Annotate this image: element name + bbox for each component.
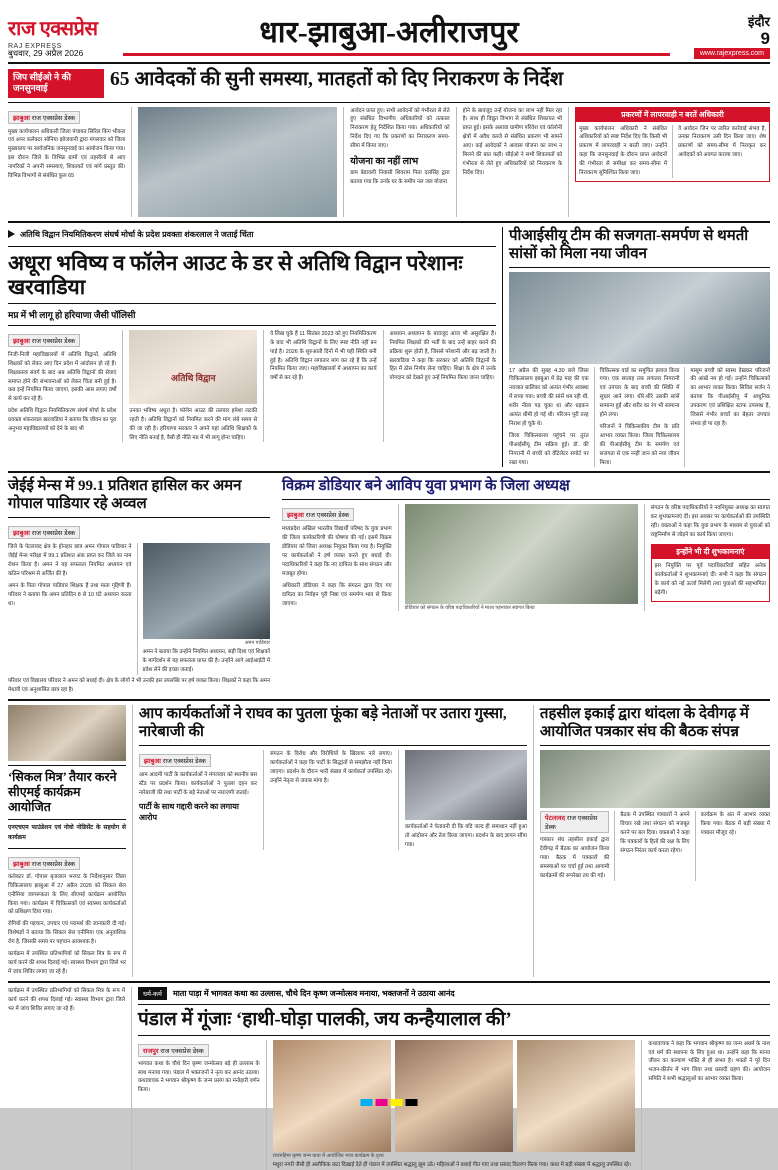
lead-col2: आवेदन प्राप्त हुए। सभी आवेदनों को गंभीरता से लेते हुए संबंधित विभागीय अधिकारियों को तत्काल निराकरण हेतु निर्देशित किया गया। अधिकारियों को निर्देश दिए गए कि प्रकरणों का निराकरण समय-सीमा में किया जाए। <box>350 107 450 150</box>
story4-col1b: अमन के पिता गोपाल पाडियार शिक्षक हैं तथा माता गृहिणी हैं। परिवार ने बताया कि अमन प्रतिदिन 8 से 10 घंटे अध्ययन करता था। <box>8 583 132 607</box>
story8-subhead: एनएचएम फाउंडेशन एवं नोवो नोडिसेंट के सहयोग से कार्यक्रम <box>8 825 126 841</box>
story2-photo-caption: अतिथि विद्वान <box>170 373 216 384</box>
story5-box-text: इस नियुक्ति पर पूर्व पदाधिकारियों सहित अनेक कार्यकर्ताओं ने शुभकामनाएं दीं। सभी ने कहा कि संगठन के कार्य को नई ऊर्जा मिलेगी तथा युवाओं की सहभागिता बढ़ेगी। <box>654 563 767 596</box>
byline-source: राज एक्सप्रेस डेस्क <box>31 860 76 868</box>
story6-subhead: पार्टी के साथ गद्दारी करने का लगाया आरोप <box>138 801 239 822</box>
story2-col1: निजी-निजी महाविद्यालयों में अतिथि विद्वानों, अतिथि शिक्षकों को लेकर आए दिन प्रदेश में आंदोलन हो रहे हैं। शिक्षकसत्र संवर्ग के बाद अब अतिथि विद्वानों की सेवाएं समाप्त होने की संभावनाओं को लेकर चिंता बनी हुई है। कब इन्हें नियमित किया जाएगा, इसकी आस लगाए वर्षों से कार्य कर रहे हैं। <box>8 351 117 403</box>
byline-source: राज एक्सप्रेस डेस्क <box>162 758 207 765</box>
story3-col3: मासूम बच्ची को स्वस्थ देखकर परिजनों की आंखें नम हो गईं। उन्होंने चिकित्सकों का आभार व्यक्त किया। सिविल सर्जन ने बताया कि पीआईसीयू में आधुनिक उपकरण एवं प्रशिक्षित स्टाफ उपलब्ध है, जिससे गंभीर बच्चों का बेहतर उपचार संभव हो पा रहा है। <box>690 367 771 427</box>
lead-col1: मुख्य कार्यपालन अधिकारी जिला पंचायत सिरिल किंग भीकरा एवं अपर कलेक्टर सोनिया झोजवानी द्वारा मंगलवार को जिला मुख्यालय पर सार्वजनिक जनसुनवाई का आयोजन किया गया। इस दौरान जिले के विभिन्न ग्रामों एवं तहसीलों से आए नागरिकों ने अपनी समस्याएं, शिकायतें एवं मांगें प्रस्तुत कीं। विभिन्न विभागों से संबंधित कुल 65 <box>8 128 126 180</box>
lead-box-col2: वे आवेदन जिन पर त्वरित कार्रवाई संभव है, उनका निराकरण उसी दिन किया जाए। शेष प्रकरणों को समय-सीमा में निराकृत कर आवेदकों को अवगत कराया जाए। <box>678 125 767 159</box>
masthead-divider <box>123 53 670 56</box>
story3-col2b: परिजनों ने चिकित्सकीय टीम के प्रति आभार व्यक्त किया। जिला चिकित्सालय की पीआईसीयू टीम के समर्पण एवं सजगता से एक नन्हीं जान को नया जीवन मिला। <box>599 423 680 466</box>
byline-source: राज एक्सप्रेस डेस्क <box>31 114 76 122</box>
story4-col2: अमन ने बताया कि उन्होंने नियमित अध्ययन, सही दिशा एवं शिक्षकों के मार्गदर्शन से यह सफलता प्राप्त की है। उन्होंने आगे आईआईटी में प्रवेश लेने की इच्छा जताई। <box>142 649 271 674</box>
story3-col2: चिकित्सक वार्ड का समुचित इलाज किया गया। एक सप्ताह तक लगातार निगरानी एवं उपचार के बाद बच्ची की स्थिति में सुधार आने लगा। धीरे-धीरे उसकी सांसें सामान्य हुईं और शरीर का रंग भी सामान्य होने लगा। <box>599 367 680 419</box>
lead-subhead: योजना का नहीं लाभ <box>350 157 419 168</box>
story5-photo-caption: डोडियार को संगठन के वरिष्ठ पदाधिकारियों ने माला पहनाकर स्वागत किया <box>404 605 535 612</box>
story8-photo <box>8 705 126 761</box>
byline-source: राज एक्सप्रेस डेस्क <box>544 815 598 831</box>
website-url[interactable]: www.rajexpress.com <box>694 48 770 59</box>
edition-city: इंदौर <box>748 14 770 29</box>
story8-col1c: कार्यक्रम में उपस्थित प्रतिभागियों को सिकल मित्र के रूप में कार्य करने की शपथ दिलाई गई। स्वास्थ्य विभाग द्वारा जिले भर में जांच शिविर लगाए जा रहे हैं। <box>8 951 126 975</box>
story9-col3: कथावाचक ने कहा कि भगवान श्रीकृष्ण का जन्म अधर्म के नाश एवं धर्म की स्थापना के लिए हुआ था। उन्होंने कहा कि मानव जीवन का कल्याण भक्ति से ही संभव है। भक्तों ने पूरे दिन भजन-कीर्तन में भाग लिया तथा प्रसादी ग्रहण की। आयोजन समिति ने सभी श्रद्धालुओं का आभार व्यक्त किया। <box>648 1040 770 1083</box>
story4-byline <box>8 526 80 539</box>
story6-col2: संगठन के विरोध और विरोधियों के खिलाफ नारे लगाए। कार्यकर्ताओं ने कहा कि पार्टी के सिद्धांतों से समझौता नहीं किया जाएगा। प्रदर्शन के दौरान भारी संख्या में कार्यकर्ता उपस्थित रहे। उन्होंने नेतृत्व से जवाब मांगा है। <box>269 751 392 784</box>
story9-col1: भागवत कथा के चौथे दिन कृष्ण जन्मोत्सव बड़े ही उल्लास के साथ मनाया गया। पंडाल में भक्तजनों ने नृत्य कर आनंद उठाया। कथावाचक ने भगवान श्रीकृष्ण के जन्म प्रसंग का मनोहारी वर्णन किया। <box>138 1060 260 1094</box>
story6-byline <box>139 754 211 767</box>
story-guest-lecturers <box>8 227 496 468</box>
story7-headline: तहसील इकाई द्वारा थांदला के देवीगढ़ में आयोजित पत्रकार संघ की बैठक संपन्न <box>539 706 749 740</box>
story8-col1b: रोगियों की पहचान, उपचार एवं परामर्श की जानकारी दी गई। विशेषज्ञों ने बताया कि सिकल सेल एनीमिया एक अनुवांशिक रोग है, जिसकी समय पर पहचान आवश्यक है। <box>8 921 126 946</box>
story-press-meeting <box>540 705 770 977</box>
lead-byline <box>8 111 80 124</box>
story5-byline <box>282 508 354 521</box>
story4-photo-caption: अमन पाडियार <box>244 640 271 647</box>
story8-headline: ‘सिकल मित्र’ तैयार करने सीएमई कार्यक्रम आयोजित <box>8 770 117 814</box>
byline-city: झाबुआ <box>13 337 30 345</box>
byline-source: राज एक्सप्रेस डेस्क <box>305 512 350 520</box>
masthead <box>8 8 770 64</box>
triangle-bullet-icon <box>8 230 15 238</box>
story8-byline <box>8 857 80 870</box>
story2-col2: उनका भविष्य अधूरा है। फॉलेन आउट की तलवार हमेशा लटकी रहती है। अतिथि विद्वानों को नियमित करने की मांग लंबे समय से की जा रही है। हरियाणा सरकार ने अपने यहां अतिथि शिक्षकों के लिए नीति बनाई है, वैसी ही नीति मप्र में भी लागू होना चाहिए। <box>129 407 258 441</box>
lead-highlight-box <box>575 107 770 182</box>
byline-city: झाबुआ <box>287 512 304 520</box>
story2-headline: अधूरा भविष्य व फॉलेन आउट के डर से अतिथि विद्वान परेशानः खरवाडिया <box>8 250 463 299</box>
edition-city-block <box>748 12 770 47</box>
story6-photo <box>405 750 527 820</box>
publication-date: बुधवार, 29 अप्रैल 2026 <box>8 48 84 58</box>
story3-col1b: जिला चिकित्सालय पहुंचने पर तुरंत पीआईसीयू टीम सक्रिय हुई। डॉ. की निगरानी में बच्ची को वेंटिलेटर सपोर्ट पर रखा गया। <box>509 432 589 466</box>
edition-title: धार-झाबुआ-अलीराजपुर <box>259 16 519 49</box>
lead-box-col1: मुख्य कार्यपालन अधिकारी ने संबंधित अधिकारियों को स्पष्ट निर्देश दिए कि किसी भी प्रकरण में लापरवाही न बरती जाए। उन्होंने कहा कि जनसुनवाई के दौरान प्राप्त आवेदनों की गंभीरता से समीक्षा कर समय-सीमा में निराकरण सुनिश्चित किया जाए। <box>579 125 668 177</box>
story2-byline <box>8 334 80 347</box>
story6-headline: आप कार्यकर्ताओं ने राघव का पुतला फूंका बड़े नेताओं पर उतारा गुस्सा, नारेबाजी की <box>138 706 507 740</box>
story5-headline: विक्रम डोडियार बने आविप युवा प्रभाग के जिला अध्यक्ष <box>282 478 570 495</box>
logo-text-hindi: राज एक्सप्रेस <box>8 18 98 40</box>
story2-col3: अध्ययन अध्यापन के बावजूद आज भी असुरक्षित हैं। नियमित शिक्षकों की भर्ती के बाद उन्हें बाहर करने की प्रक्रिया शुरू होती है, जिससे परेशानी और बढ़ जाती है। खरवाडिया ने कहा कि सरकार को अतिथि विद्वानों के हित में ठोस निर्णय लेना चाहिए। शिक्षा के क्षेत्र में उनके योगदान को देखते हुए उन्हें नियमित किया जाना चाहिए। <box>389 330 497 382</box>
byline-city: पेटलावद <box>544 815 566 822</box>
story-picu <box>509 227 770 468</box>
byline-city: झाबुआ <box>13 530 30 538</box>
byline-city: राजपुर <box>143 1047 159 1055</box>
story-bhagwat-katha <box>8 987 770 1170</box>
story3-photo <box>509 272 770 364</box>
lead-flag-label: जिप सीईओ ने की जनसुनवाई <box>8 69 104 98</box>
story4-col1: जिले के पेटलावद क्षेत्र के होनहार छात्र अमन गोपाल पाडियार ने जेईई मेन्स परीक्षा में 99.1 प्रतिशत अंक प्राप्त कर जिले का नाम रोशन किया है। अमन ने यह सफलता नियमित अध्ययन एवं कठिन परिश्रम से अर्जित की है। <box>8 544 132 578</box>
story2-strip-text: अतिथि विद्वान नियमितिकरण संघर्ष मोर्चा के प्रदेश प्रवक्ता शंकरलाल ने जताई चिंता <box>20 229 254 239</box>
story7-col1: पत्रकार संघ तहसील इकाई द्वारा देवीगढ़ में बैठक का आयोजन किया गया। बैठक में पत्रकारों की समस्याओं पर चर्चा हुई तथा आगामी कार्यक्रमों की रूपरेखा तय की गई। <box>539 837 610 879</box>
story-aap-protest <box>139 705 527 977</box>
byline-city: झाबुआ <box>13 114 30 122</box>
story9-col2: मथुरा नगरी जैसी ही अलौकिक छटा दिखाई देते ही पंडाल में उपस्थित श्रद्धालु झूम उठे। महिलाओं ने बधाई गीत गाए तथा प्रसाद वितरण किया गया। कथा में बड़ी संख्या में श्रद्धालु उपस्थित रहे। <box>272 1161 631 1168</box>
story9-headline: पंडाल में गूंजाः ‘हाथी-घोड़ा पालकी, जय कन्हैयालाल की’ <box>138 1008 512 1030</box>
story9-photo-3 <box>517 1040 635 1152</box>
story9-strip: माता पाड़ा में भागवत कथा का उल्लास, चौथे दिन कृष्ण जन्मोत्सव मनाया, भक्तजनों ने उठाया आनंद <box>172 988 455 998</box>
lead-col3: होने के बावजूद उन्हें योजना का लाभ नहीं मिल रहा है। साथ ही विद्युत विभाग से संबंधित शिकायत भी प्राप्त हुई। इसके अलावा ग्रामीण परिवेश एवं कॉलोनी क्षेत्रों में अवैध कब्जे से संबंधित प्रकरण भी सामने आए। कई आवेदकों ने आवास योजना का लाभ न मिलने की बात कही। सीईओ ने सभी शिकायतों को गंभीरता से लेते हुए अधिकारियों को निराकरण के निर्देश दिए। <box>462 107 563 176</box>
story3-col1: 17 अप्रैल की सुबह 4.30 बजे जिला चिकित्सालय झाबुआ में डेढ़ माह की एक नवजात बालिका को अत्यंत गंभीर अवस्था में लाया गया। बच्ची की सांसें थम रही थीं, शरीर नीला पड़ चुका था और धड़कन अत्यंत धीमी हो गई थी। परिजन पूरी तरह निराश हो चुके थे। <box>509 367 589 427</box>
story-jee-topper <box>8 477 270 695</box>
story5-box-heading: इन्होंने भी दी शुभकामनाएं <box>652 545 769 559</box>
story6-col3: कार्यकर्ताओं ने चेतावनी दी कि यदि जल्द ही समाधान नहीं हुआ तो आंदोलन और तेज किया जाएगा। प्रदर्शन के बाद ज्ञापन सौंपा गया। <box>404 824 527 848</box>
story3-headline: पीआईसीयू टीम की सजगता-समर्पण से थमती सांसों को मिला नया जीवन <box>509 227 749 262</box>
story5-photo <box>405 504 638 604</box>
byline-source: राज एक्सप्रेस डेस्क <box>31 530 76 538</box>
story7-byline <box>540 811 609 833</box>
story7-photo <box>540 750 770 808</box>
byline-source: राज एक्सप्रेस डेस्क <box>31 337 76 345</box>
byline-city: झाबुआ <box>143 758 161 765</box>
lead-photo <box>138 107 337 217</box>
story4-headline: जेईई मेन्स में 99.1 प्रतिशत हासिल कर अमन गोपाल पाडियार रहे अव्वल <box>8 478 242 513</box>
story5-highlight-box <box>651 544 770 602</box>
story2-strip <box>8 227 496 242</box>
story4-photo <box>143 543 271 639</box>
story9-photo-caption: राजमहिमा कृष्ण जन्म कथा में आयोजित भव्य कार्यक्रम के दृश्य <box>272 1152 384 1159</box>
story-sickle-cell <box>8 705 126 977</box>
story7-col2: बैठक में उपस्थित पत्रकारों ने अपने विचार रखे तथा संगठन को मजबूत करने पर बल दिया। वक्ताओं ने कहा कि पत्रकारों के हितों की रक्षा के लिए संगठन निरंतर कार्य करता रहेगा। <box>620 812 690 854</box>
section-kicker: धर्म-कर्म <box>138 987 167 1000</box>
page-number: 9 <box>760 29 770 48</box>
story8-col1: कलेक्टर डॉ. गोपाल बृजलाल भरगट के निर्देशानुसार जिला चिकित्सालय झाबुआ में 27 अप्रैल 2026 को सिकल सेल एनीमिया जागरूकता के लिए सीएमई कार्यक्रम आयोजित किया गया। कार्यक्रम में चिकित्सकों एवं स्वास्थ्य कार्यकर्ताओं को प्रशिक्षण दिया गया। <box>8 873 126 916</box>
lead-box-heading: प्रकरणों में लापरवाही न बरतें अधिकारी <box>576 108 769 122</box>
logo-text-english: RAJ EXPRESS <box>8 43 62 50</box>
story8-continuation: कार्यक्रम में उपस्थित प्रतिभागियों को सिकल मित्र के रूप में कार्य करने की शपथ दिलाई गई। स्वास्थ्य विभाग द्वारा जिले भर में जांच शिविर लगाए जा रहे हैं। <box>8 987 126 1012</box>
story9-photo-2 <box>395 1040 513 1152</box>
story2-photo <box>129 330 257 404</box>
story5-right: संगठन के वरिष्ठ पदाधिकारियों ने नवनियुक्त अध्यक्ष का स्वागत कर शुभकामनाएं दीं। इस अवसर पर कार्यकर्ताओं की उपस्थिति रही। वक्ताओं ने कहा कि युवा प्रभाग के माध्यम से युवाओं को राष्ट्रनिर्माण से जोड़ने का कार्य किया जाएगा। <box>650 505 771 539</box>
story2-subhead: मप्र में भी लागू हो हरियाणा जैसी पॉलिसी <box>8 309 136 320</box>
story6-col1: आम आदमी पार्टी के कार्यकर्ताओं ने मंगलवार को स्थानीय बस स्टैंड पर प्रदर्शन किया। कार्यकर्ताओं ने पुतला दहन कर नारेबाजी की तथा पार्टी के बड़े नेताओं पर नाराजगी जताई। <box>138 772 257 796</box>
story4-col2b: परिवार एवं विद्यालय परिवार ने अमन को बधाई दी। क्षेत्र के लोगों ने भी उनकी इस उपलब्धि पर हर्ष व्यक्त किया। शिक्षकों ने कहा कि अमन मेधावी एवं अनुशासित छात्र रहा है। <box>8 678 270 694</box>
lead-story <box>8 69 770 217</box>
story9-photo-1 <box>273 1040 391 1152</box>
story2-col2b: वे लिख चुके हैं 11 सितंबर 2023 को हुए नियमितिकरण के बाद भी अतिथि विद्वानों के लिए स्पष्ट नीति नहीं बन पाई है। 2026 के शुरुआती दिनों में भी यही स्थिति बनी हुई है। अतिथि विद्वान लगातार मांग कर रहे हैं कि उन्हें नियमित किया जाए। महाविद्यालयों में अध्यापन का कार्य वर्षों से कर रहे हैं। <box>270 330 377 382</box>
story9-byline <box>138 1044 209 1057</box>
story2-col1b: प्रदेश अतिथि विद्वान नियमितिकरण संघर्ष मोर्चा के प्रदेश प्रवक्ता शंकरलाल खरवाडिया ने बताया कि जीवन का पूरा अनुभव महाविद्यालयों को देने के बाद भी <box>8 408 117 433</box>
byline-source: राज एक्सप्रेस डेस्क <box>160 1047 204 1055</box>
cmyk-registration-marks <box>361 1099 418 1106</box>
lead-headline: 65 आवेदकों की सुनी समस्या, मातहतों को दिए निराकरण के निर्देश <box>110 69 564 90</box>
story5-col1b: अधिकारी डोडियार ने कहा कि संगठन द्वारा दिए गए दायित्व का निर्वहन पूरी निष्ठा एवं समर्पण भाव से किया जाएगा। <box>282 582 392 607</box>
lead-col2-sub: ग्राम बेडावली निवासी शिवराम पिता दलसिंह द्वारा बताया गया कि उनके घर के समीप नल जल योजना <box>350 170 450 185</box>
byline-city: झाबुआ <box>13 860 30 868</box>
story7-col3: कार्यक्रम के अंत में आभार व्यक्त किया गया। बैठक में बड़ी संख्या में पत्रकार मौजूद रहे। <box>700 812 771 836</box>
story-abvp <box>282 477 770 695</box>
story5-col1: मध्यप्रदेश अखिल भारतीय विद्यार्थी परिषद के युवा प्रभाग की जिला कार्यकारिणी की घोषणा की गई। इसमें विक्रम डोडियार को जिला अध्यक्ष नियुक्त किया गया है। नियुक्ति पर कार्यकर्ताओं ने हर्ष व्यक्त करते हुए बधाई दी। पदाधिकारियों ने कहा कि नए दायित्व के साथ संगठन और मजबूत होगा। <box>282 526 392 577</box>
